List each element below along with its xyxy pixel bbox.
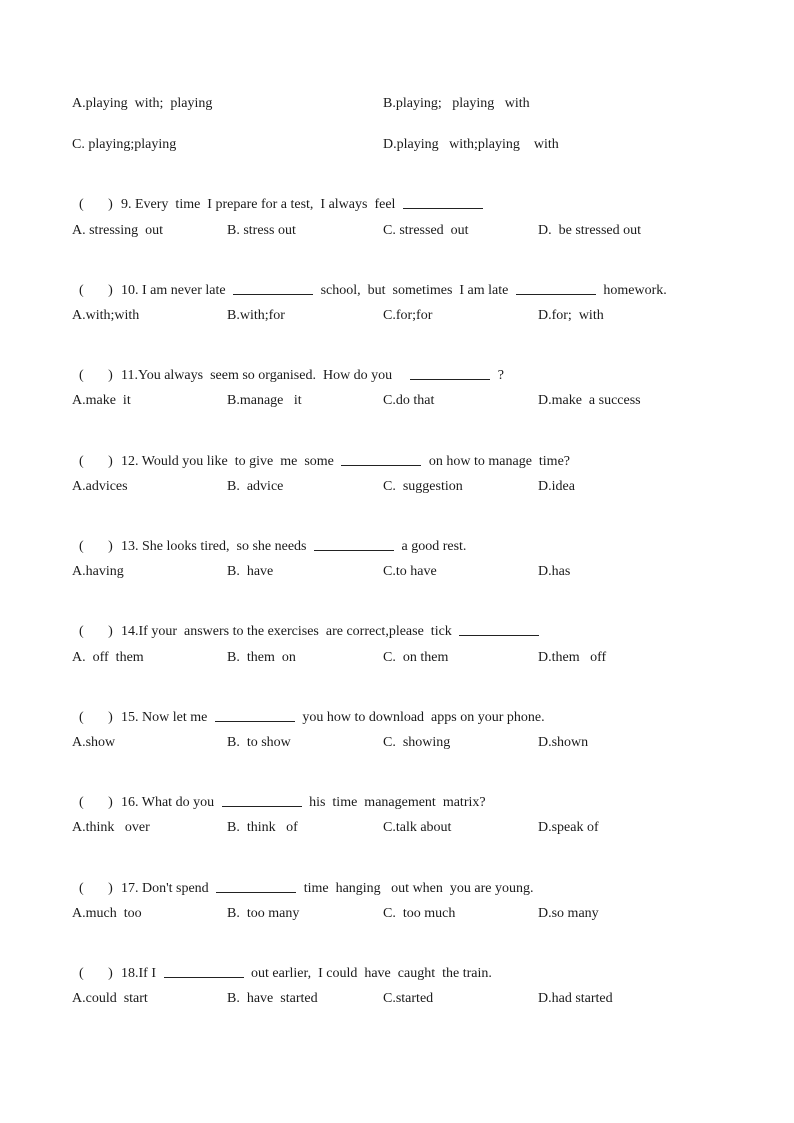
question-13 (72, 520, 734, 556)
question-9 (72, 178, 734, 214)
answer-blank[interactable] (341, 464, 421, 466)
answer-bracket[interactable]: ( ) (79, 881, 113, 896)
answer-blank[interactable] (459, 634, 539, 636)
question-text: out earlier, I could have caught the train. (247, 966, 492, 981)
answer-bracket[interactable]: ( ) (79, 795, 113, 810)
option-d: D.so many (538, 906, 599, 921)
option-b: B. have (227, 564, 274, 579)
option-c: C. on them (383, 650, 449, 665)
answer-bracket[interactable]: ( ) (79, 454, 113, 469)
question-18-options (72, 990, 734, 1080)
question-text: 12. Would you like to give me some (121, 454, 338, 469)
answer-bracket[interactable]: ( ) (79, 710, 113, 725)
answer-blank[interactable] (233, 293, 313, 295)
option-b: B.playing; playing with (383, 96, 530, 111)
question-text: 11.You always seem so organised. How do you (121, 368, 407, 383)
answer-bracket[interactable]: ( ) (79, 539, 113, 554)
option-a: A.make it (72, 393, 131, 408)
option-a: A.show (72, 735, 116, 750)
answer-blank[interactable] (516, 293, 596, 295)
option-c: C.started (383, 991, 434, 1006)
question-text: 14.If your answers to the exercises are correct,please tick (121, 624, 456, 639)
option-b: B. advice (227, 479, 284, 494)
option-c: C. playing;playing (72, 137, 177, 152)
option-b: B. have started (227, 991, 318, 1006)
answer-blank[interactable] (215, 720, 295, 722)
answer-blank[interactable] (410, 378, 490, 380)
option-b: B. them on (227, 650, 296, 665)
option-a: A.advices (72, 479, 128, 494)
answer-bracket[interactable]: ( ) (79, 624, 113, 639)
option-c: C. too much (383, 906, 456, 921)
answer-bracket[interactable]: ( ) (79, 966, 113, 981)
option-d: D.had started (538, 991, 613, 1006)
question-14 (72, 605, 734, 641)
question-17 (72, 862, 734, 898)
option-a: A.could start (72, 991, 148, 1006)
option-b: B. too many (227, 906, 300, 921)
question-12 (72, 435, 734, 471)
option-c: C.for;for (383, 308, 433, 323)
question-text: a good rest. (397, 539, 467, 554)
question-text: 18.If I (121, 966, 160, 981)
option-b: B.manage it (227, 393, 302, 408)
question-text: ? (494, 368, 504, 383)
question-text: school, but sometimes I am late (317, 283, 512, 298)
question-text: his time management matrix? (305, 795, 486, 810)
option-c: C. suggestion (383, 479, 463, 494)
answer-blank[interactable] (314, 549, 394, 551)
option-d: D.playing with;playing with (383, 137, 559, 152)
question-text: 16. What do you (121, 795, 218, 810)
option-a: A.with;with (72, 308, 140, 323)
question-10 (72, 264, 734, 300)
answer-blank[interactable] (222, 805, 302, 807)
option-a: A.playing with; playing (72, 96, 213, 111)
option-d: D.shown (538, 735, 589, 750)
question-text: 17. Don't spend (121, 881, 213, 896)
option-c: C.to have (383, 564, 437, 579)
answer-blank[interactable] (403, 207, 483, 209)
option-d: D.for; with (538, 308, 604, 323)
question-text: on how to manage time? (425, 454, 571, 469)
answer-blank[interactable] (164, 976, 244, 978)
answer-bracket[interactable]: ( ) (79, 368, 113, 383)
option-d: D. be stressed out (538, 223, 642, 238)
answer-blank[interactable] (216, 891, 296, 893)
option-a: A.much too (72, 906, 142, 921)
option-a: A. off them (72, 650, 144, 665)
question-text: you how to download apps on your phone. (298, 710, 545, 725)
question-text: 15. Now let me (121, 710, 211, 725)
option-a: A.think over (72, 820, 150, 835)
option-a: A. stressing out (72, 223, 163, 238)
answer-bracket[interactable]: ( ) (79, 283, 113, 298)
question-15 (72, 691, 734, 727)
option-c: C.talk about (383, 820, 452, 835)
option-d: D.them off (538, 650, 607, 665)
option-c: C. showing (383, 735, 451, 750)
question-11 (72, 349, 734, 385)
question-16 (72, 776, 734, 812)
question-text: homework. (599, 283, 667, 298)
option-d: D.idea (538, 479, 575, 494)
question-text: 9. Every time I prepare for a test, I always feel (121, 197, 399, 212)
option-b: B.with;for (227, 308, 285, 323)
option-a: A.having (72, 564, 124, 579)
option-b: B. stress out (227, 223, 296, 238)
option-d: D.speak of (538, 820, 599, 835)
question-text: time hanging out when you are young. (300, 881, 534, 896)
question-text: 10. I am never late (121, 283, 230, 298)
option-b: B. think of (227, 820, 298, 835)
option-c: C.do that (383, 393, 435, 408)
answer-bracket[interactable]: ( ) (79, 197, 113, 212)
option-c: C. stressed out (383, 223, 469, 238)
option-d: D.has (538, 564, 571, 579)
question-text: 13. She looks tired, so she needs (121, 539, 310, 554)
question-18 (72, 947, 734, 983)
option-b: B. to show (227, 735, 291, 750)
option-d: D.make a success (538, 393, 641, 408)
